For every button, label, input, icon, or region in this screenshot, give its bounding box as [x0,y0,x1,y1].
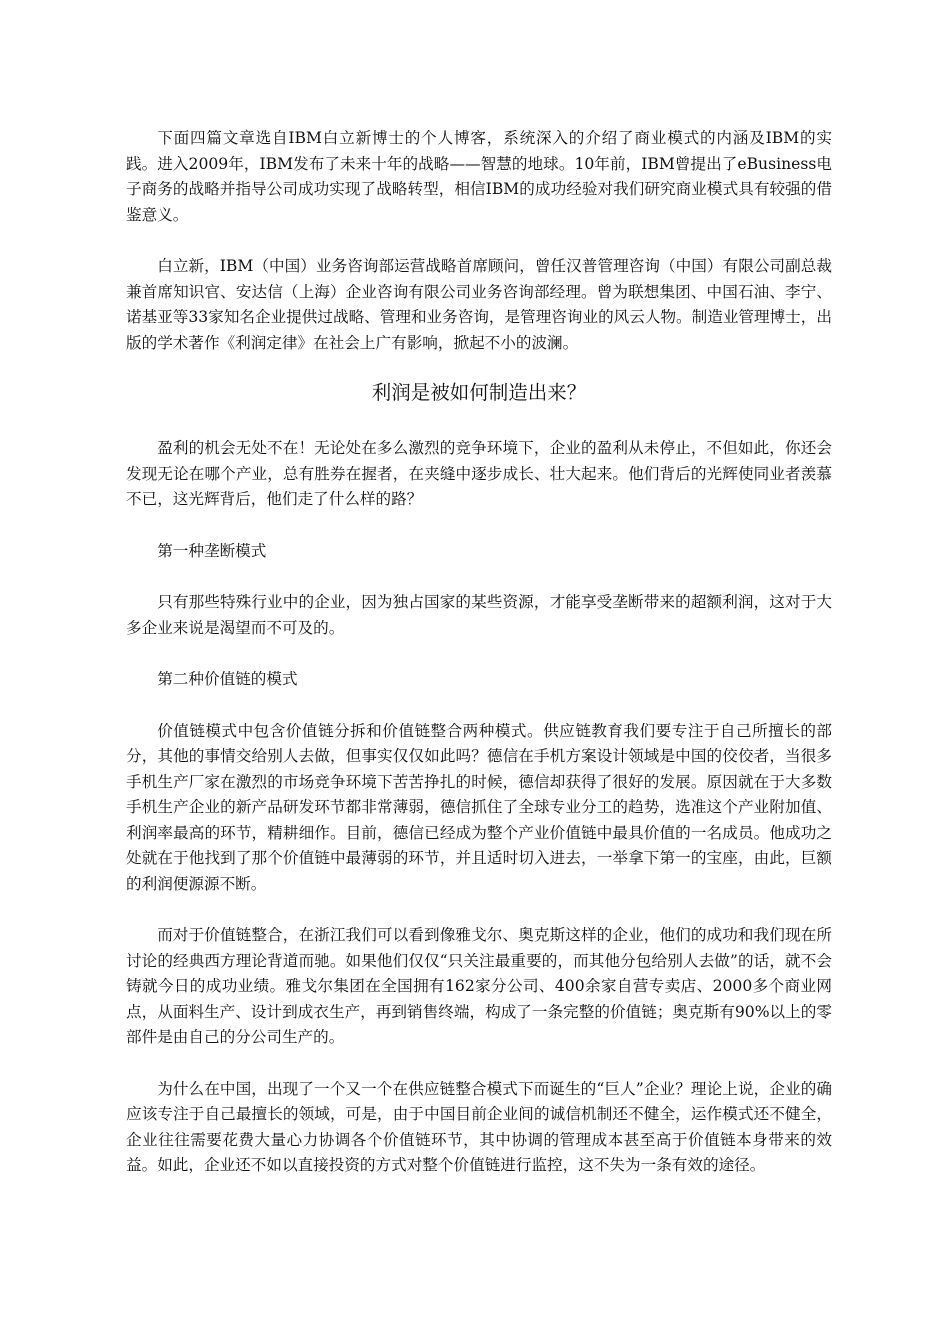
document-body [126,126,832,1179]
section-1-paragraph: 只有那些特殊行业中的企业，因为独占国家的某些资源，才能享受垄断带来的超额利润，这对于大多企业来说是渴望而不可及的。 [126,593,832,637]
spacer [126,513,832,539]
article-title: 利润是被如何制造出来？ [371,381,587,404]
spacer [126,897,832,923]
spacer [126,693,832,719]
section-1-heading: 第一种垄断模式 [157,541,267,560]
article-lead-paragraph: 盈利的机会无处不在！无论处在多么激烈的竞争环境下，企业的盈利从未停止，不但如此，你还会发现无论在哪个产业，总有胜券在握者，在夹缝中逐步成长、壮大起来。他们背后的光辉使同业者羡慕不已，这光辉背后，他们走了什么样的路？ [126,439,832,508]
intro-paragraph-1: 下面四篇文章选自IBM白立新博士的个人博客，系统深入的介绍了商业模式的内涵及IBM的实践。进入2009年，IBM发布了未来十年的战略——智慧的地球。10年前，IBM曾提出了eBusiness电子商务的战略并指导公司成功实现了战略转型，相信IBM的成功经验对我们研究商业模式具有较强的借鉴意义。 [126,129,832,224]
section-2-paragraph-1: 价值链模式中包含价值链分拆和价值链整合两种模式。供应链教育我们要专注于自己所擅长的部分，其他的事情交给别人去做，但事实仅仅如此吗？德信在手机方案设计领域是中国的佼佼者，当很多手机生产厂家在激烈的市场竞争环境下苦苦挣扎的时候，德信却获得了很好的发展。原因就在于大多数手机生产企业的新产品研发环节都非常薄弱，德信抓住了全球专业分工的趋势，选准这个产业附加值、利润率最高的环节，精耕细作。目前，德信已经成为整个产业价值链中最具价值的一名成员。他成功之处就在于他找到了那个价值链中最薄弱的环节，并且适时切入进去，一举拿下第一的宝座，由此，巨额的利润便源源不断。 [126,721,832,893]
spacer [126,564,832,590]
spacer [126,1051,832,1077]
section-2-paragraph-3: 为什么在中国，出现了一个又一个在供应链整合模式下而诞生的“巨人”企业？理论上说，企业的确应该专注于自己最擅长的领域，可是，由于中国目前企业间的诚信机制还不健全，运作模式还不健全，企业往往需要花费大量心力协调各个价值链环节，其中协调的管理成本甚至高于价值链本身带来的效益。如此，企业还不如以直接投资的方式对整个价值链进行监控，这不失为一条有效的途径。 [126,1079,832,1174]
spacer [126,356,832,378]
intro-paragraph-2: 白立新，IBM（中国）业务咨询部运营战略首席顾问，曾任汉普管理咨询（中国）有限公司副总裁兼首席知识官、安达信（上海）企业咨询有限公司业务咨询部经理。曾为联想集团、中国石油、李宁、诺基亚等33家知名企业提供过战略、管理和业务咨询，是管理咨询业的风云人物。制造业管理博士，出版的学术著作《利润定律》在社会上广有影响，掀起不小的波澜。 [126,257,832,352]
spacer [126,228,832,254]
spacer [126,641,832,667]
section-2-heading: 第二种价值链的模式 [157,670,298,688]
section-2-paragraph-2: 而对于价值链整合，在浙江我们可以看到像雅戈尔、奥克斯这样的企业，他们的成功和我们现在所讨论的经典西方理论背道而驰。如果他们仅仅“只关注最重要的，而其他分包给别人去做”的话，就不会铸就今日的成功业绩。雅戈尔集团在全国拥有162家分公司、400余家自营专卖店、2000多个商业网点，从面料生产、设计到成衣生产，再到销售终端，构成了一条完整的价值链；奥克斯有90%以上的零部件是由自己的分公司生产的。 [126,926,832,1046]
spacer [126,408,832,436]
